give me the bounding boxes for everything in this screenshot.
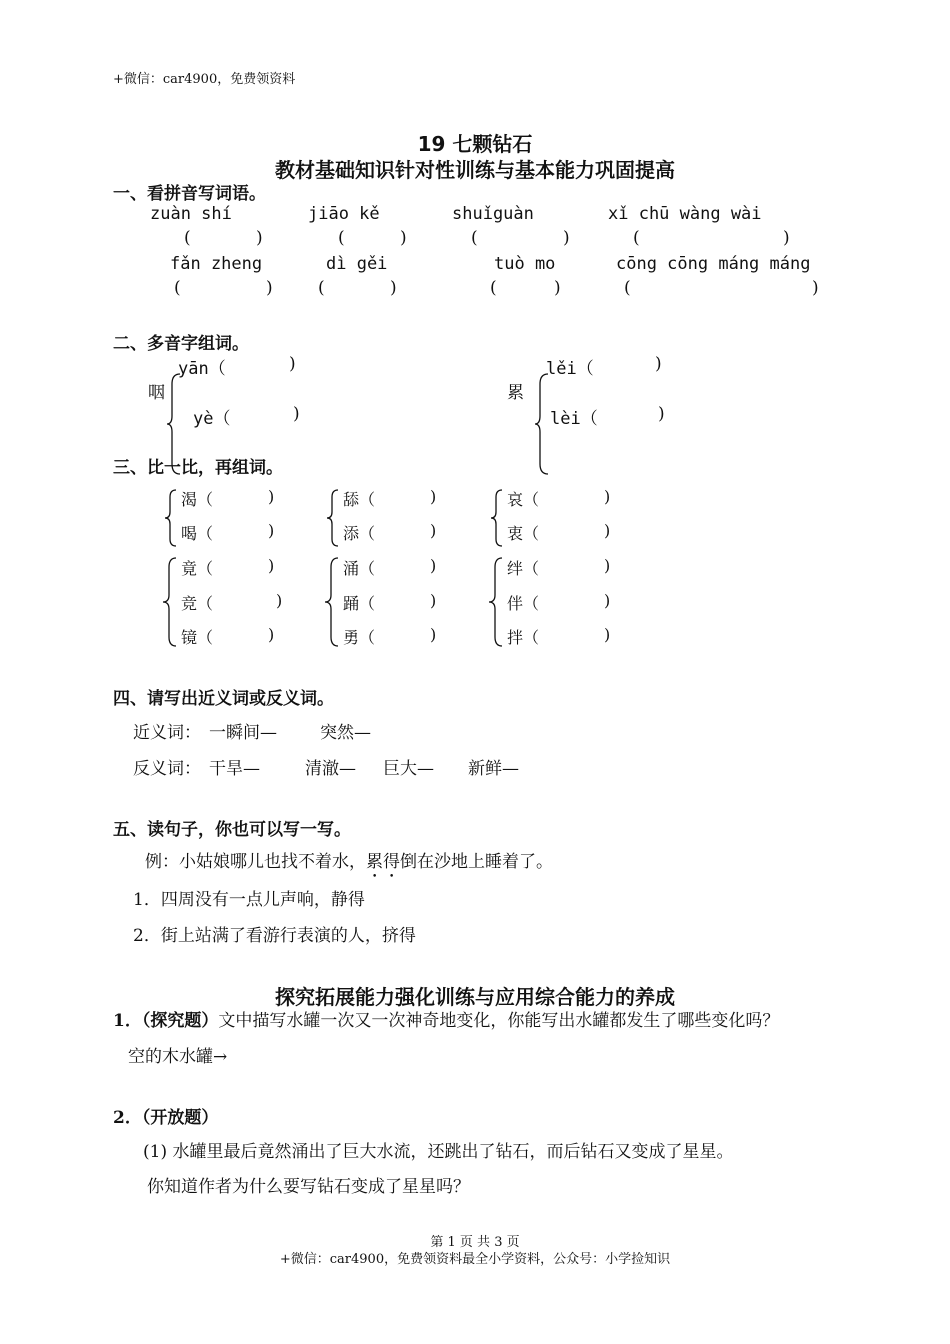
antonym-item: 干旱— [209, 759, 260, 779]
brace-icon [164, 488, 178, 548]
exercise-item: 2．街上站满了看游行表演的人，挤得 [133, 926, 416, 946]
answer-close-paren: ) [390, 278, 397, 298]
antonym-label: 反义词： [133, 759, 201, 779]
synonym-item: 一瞬间— [209, 723, 277, 743]
sec1-heading: 一、看拼音写词语。 [113, 184, 266, 204]
answer-open-paren: ( [184, 228, 191, 248]
answer-close-paren: ) [256, 228, 263, 248]
sec4-heading: 四、请写出近义词或反义词。 [113, 689, 334, 709]
section-title: 教材基础知识针对性训练与基本能力巩固提高 [275, 158, 675, 182]
answer-close-paren: ) [430, 521, 437, 540]
question-1-line: 空的木水罐→ [128, 1047, 228, 1067]
compare-char: 涌（ [343, 559, 376, 578]
compare-char: 踊（ [343, 594, 376, 613]
answer-close-paren: ) [604, 521, 611, 540]
compare-char: 勇（ [343, 628, 376, 647]
polyphone-reading: yè（ [193, 409, 231, 429]
antonym-item: 新鲜— [468, 759, 519, 779]
answer-open-paren: ( [318, 278, 325, 298]
answer-close-paren: ) [604, 487, 611, 506]
emphasized-word: 累得 [366, 852, 400, 872]
polyphone-char: 累 [507, 383, 524, 403]
answer-open-paren: ( [624, 278, 631, 298]
answer-open-paren: ( [633, 228, 640, 248]
compare-char: 渴（ [181, 490, 214, 509]
pinyin-item: fǎn zheng [170, 254, 263, 274]
brace-icon [490, 488, 504, 548]
polyphone-reading: lèi（ [550, 409, 598, 429]
answer-close-paren: ) [604, 556, 611, 575]
synonym-label: 近义词： [133, 723, 201, 743]
sec5-heading: 五、读句子，你也可以写一写。 [113, 820, 351, 840]
brace-icon [534, 372, 550, 476]
answer-close-paren: ) [604, 591, 611, 610]
answer-close-paren: ) [563, 228, 570, 248]
compare-char: 哀（ [507, 490, 540, 509]
compare-char: 喝（ [181, 524, 214, 543]
answer-close-paren: ) [430, 556, 437, 575]
answer-close-paren: ) [430, 591, 437, 610]
pinyin-item: shuǐguàn [452, 204, 534, 224]
polyphone-reading: yān（ [178, 359, 226, 379]
question-2-sub1: (1) 水罐里最后竟然涌出了巨大水流，还跳出了钻石，而后钻石又变成了星星。 [143, 1142, 734, 1162]
synonym-item: 突然— [320, 723, 371, 743]
answer-close-paren: ) [430, 625, 437, 644]
answer-close-paren: ) [276, 591, 283, 610]
exercise-item: 1．四周没有一点儿声响，静得 [133, 890, 365, 910]
brace-icon [326, 488, 340, 548]
answer-close-paren: ) [430, 487, 437, 506]
answer-close-paren: ) [268, 521, 275, 540]
compare-char: 舔（ [343, 490, 376, 509]
pinyin-item: jiāo kě [308, 204, 380, 224]
answer-close-paren: ) [554, 278, 561, 298]
page-number: 第 1 页 共 3 页 [430, 1235, 520, 1250]
compare-char: 竟（ [181, 559, 214, 578]
answer-close-paren: ) [268, 487, 275, 506]
compare-char: 镜（ [181, 628, 214, 647]
polyphone-reading: lěi（ [546, 359, 594, 379]
question-2: 2．（开放题） [113, 1108, 219, 1128]
compare-char: 添（ [343, 524, 376, 543]
answer-close-paren: ) [658, 404, 665, 424]
answer-close-paren: ) [783, 228, 790, 248]
answer-close-paren: ) [268, 625, 275, 644]
answer-close-paren: ) [268, 556, 275, 575]
answer-close-paren: ) [812, 278, 819, 298]
question-1: 1．（探究题）文中描写水罐一次又一次神奇地变化，你能写出水罐都发生了哪些变化吗？ [113, 1011, 780, 1031]
page-header-note: +微信：car4900，免费领资料 [113, 72, 296, 87]
pinyin-item: xǐ chū wàng wài [608, 204, 762, 224]
answer-close-paren: ) [289, 354, 296, 374]
polyphone-char: 咽 [148, 383, 165, 403]
compare-char: 衷（ [507, 524, 540, 543]
answer-open-paren: ( [471, 228, 478, 248]
sec3-heading: 三、比一比，再组词。 [113, 458, 283, 478]
antonym-item: 清澈— [305, 759, 356, 779]
compare-char: 拌（ [507, 628, 540, 647]
pinyin-item: dì gěi [326, 254, 388, 274]
answer-close-paren: ) [400, 228, 407, 248]
compare-char: 竞（ [181, 594, 214, 613]
answer-open-paren: ( [174, 278, 181, 298]
brace-icon [324, 556, 340, 648]
pinyin-item: cōng cōng máng máng [616, 254, 811, 274]
pinyin-item: zuàn shí [150, 204, 232, 224]
answer-close-paren: ) [266, 278, 273, 298]
answer-close-paren: ) [604, 625, 611, 644]
compare-char: 伴（ [507, 594, 540, 613]
footer-note: +微信：car4900，免费领资料最全小学资料，公众号：小学捡知识 [279, 1252, 671, 1267]
brace-icon [162, 556, 178, 648]
answer-open-paren: ( [490, 278, 497, 298]
brace-icon [488, 556, 504, 648]
example-sentence: 例：小姑娘哪儿也找不着水，累得倒在沙地上睡着了。 [145, 852, 553, 872]
antonym-item: 巨大— [383, 759, 434, 779]
part2-title: 探究拓展能力强化训练与应用综合能力的养成 [275, 985, 675, 1009]
lesson-title: 19 七颗钻石 [417, 132, 533, 156]
compare-char: 绊（ [507, 559, 540, 578]
answer-open-paren: ( [338, 228, 345, 248]
pinyin-item: tuò mo [494, 254, 556, 274]
sec2-heading: 二、多音字组词。 [113, 334, 249, 354]
question-2-sub1-cont: 你知道作者为什么要写钻石变成了星星吗？ [147, 1177, 470, 1197]
answer-close-paren: ) [655, 354, 662, 374]
answer-close-paren: ) [293, 404, 300, 424]
